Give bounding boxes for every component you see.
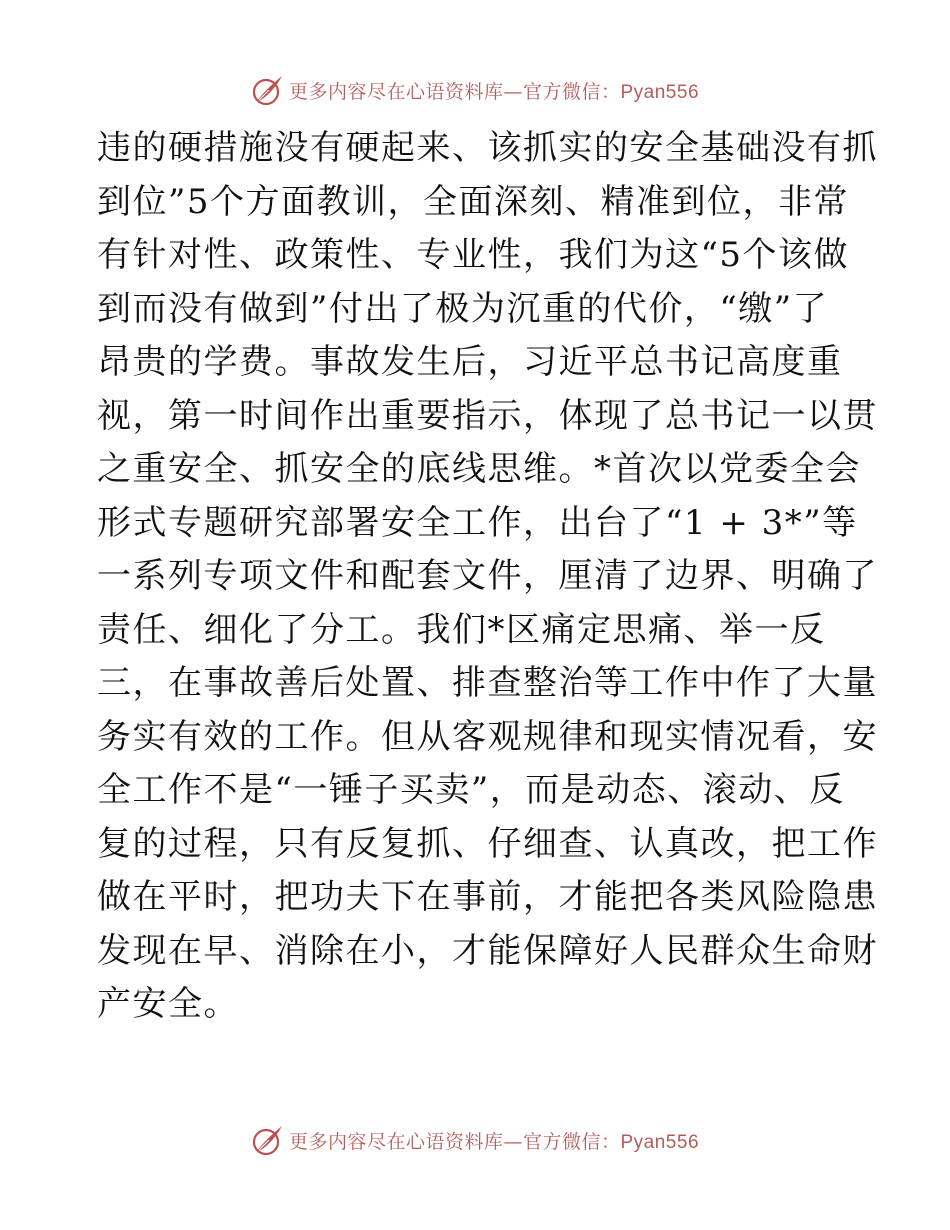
body-line: 责任、细化了分工。我们*区痛定思痛、举一反: [97, 609, 826, 650]
body-line: 昂贵的学费。事故发生后，习近平总书记高度重: [97, 342, 843, 382]
footer-watermark: [0, 1122, 950, 1158]
body-line: 有针对性、政策性、专业性，我们为这“5个该做: [97, 235, 850, 275]
wechat-id: Pyan556: [620, 1131, 700, 1153]
body-line: 发现在早、消除在小，才能保障好人民群众生命财: [97, 930, 878, 971]
body-line: 一系列专项文件和配套文件，厘清了边界、明确了: [97, 556, 878, 596]
body-line: 之重安全、抓安全的底线思维。*首次以党委全会: [97, 449, 861, 489]
watermark-text: 更多内容尽在心语资料库—官方微信：Pyan556: [288, 80, 700, 103]
body-line: 产安全。: [97, 984, 239, 1024]
body-line: 务实有效的工作。但从客观规律和现实情况看，安: [97, 716, 878, 757]
quill-logo-icon: [251, 73, 285, 107]
watermark-text: 更多内容尽在心语资料库—官方微信：Pyan556: [288, 1130, 700, 1153]
body-line: 视，第一时间作出重要指示，体现了总书记一以贯: [97, 395, 878, 436]
body-line: 全工作不是“一锤子买卖”，而是动态、滚动、反: [97, 770, 845, 810]
body-line: 三，在事故善后处置、排查整治等工作中作了大量: [97, 663, 878, 703]
body-line: 复的过程，只有反复抓、仔细查、认真改，把工作: [97, 823, 878, 864]
body-line: 形式专题研究部署安全工作，出台了“1 + 3*”等: [97, 502, 858, 543]
body-line: 做在平时，把功夫下在事前，才能把各类风险隐患: [97, 877, 878, 917]
quill-logo-icon: [251, 1123, 285, 1157]
document-body: [97, 122, 878, 1032]
body-line: 到而没有做到”付出了极为沉重的代价，“缴”了: [97, 288, 829, 329]
body-line: 到位”5个方面教训，全面深刻、精准到位，非常: [97, 181, 850, 222]
wechat-id: Pyan556: [620, 81, 700, 103]
header-watermark: [0, 72, 950, 108]
body-line: 违的硬措施没有硬起来、该抓实的安全基础没有抓: [97, 128, 878, 168]
